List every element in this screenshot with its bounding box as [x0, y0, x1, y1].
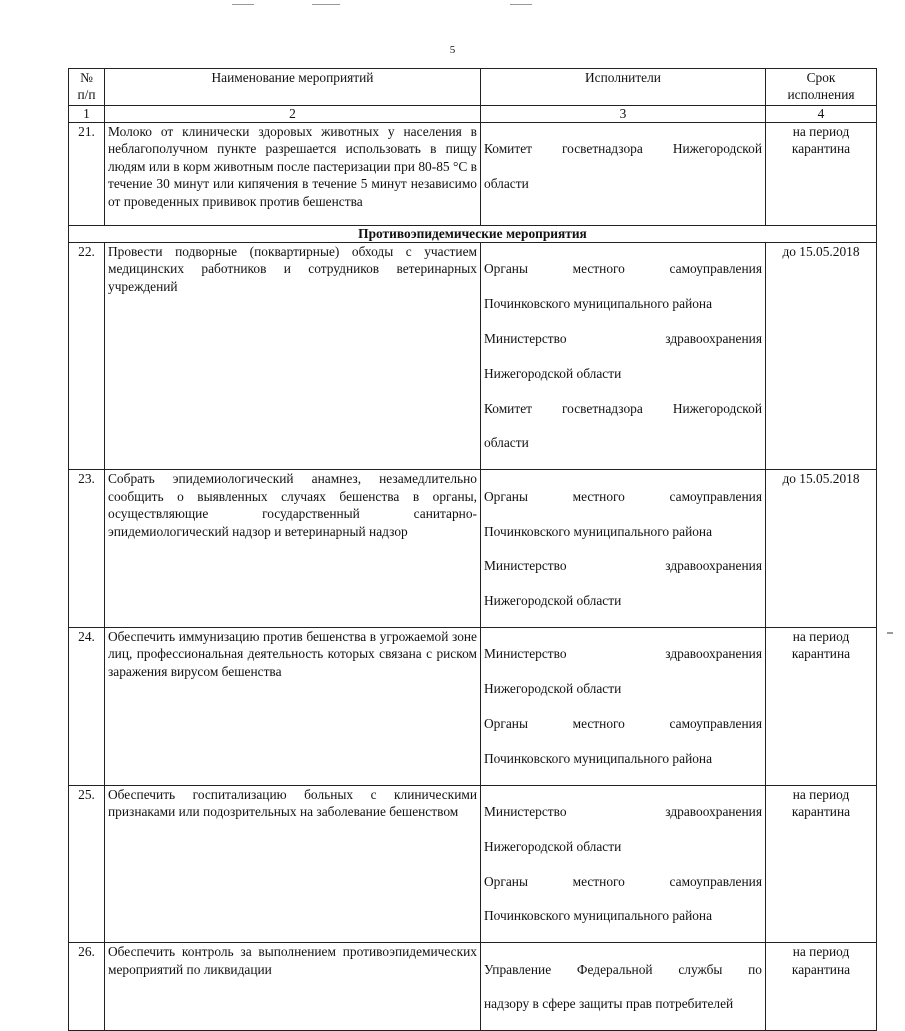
executor-line: Починковского муниципального района: [484, 296, 713, 312]
scan-mark-top-1: [232, 4, 254, 5]
scan-mark-top-3: [510, 4, 532, 5]
header-deadline: Срок исполнения: [766, 69, 877, 106]
row-number: 23.: [69, 470, 105, 628]
executors: [481, 243, 766, 470]
table-row: [69, 785, 877, 943]
header-number: № п/п: [69, 69, 105, 106]
executor-line: Нижегородской области: [484, 365, 622, 381]
table-row: [69, 627, 877, 785]
measure-name: Собрать эпидемиологический анамнез, незамедлительно сообщить о выявленных случаях бешенства в органы, осуществляющие государственный санитарно-эпидемиологический надзор и ветеринарный надзор: [105, 470, 481, 628]
scan-mark-top-2: [312, 4, 340, 5]
deadline: на период карантина: [766, 943, 877, 1031]
executor-line: Органы местного самоуправления: [484, 873, 762, 889]
executors: [481, 627, 766, 785]
executor-line: Комитет госветнадзора Нижегородской: [484, 400, 762, 416]
executor-line: Управление Федеральной службы по: [484, 961, 762, 977]
table-row: [69, 470, 877, 628]
measure-name: Обеспечить госпитализацию больных с клиническими признаками или подозрительных на заболевание бешенством: [105, 785, 481, 943]
executor-line: Комитет госветнадзора Нижегородской: [484, 141, 762, 157]
executors: [481, 470, 766, 628]
row-number: 21.: [69, 123, 105, 226]
column-index: 1: [69, 106, 105, 123]
column-index: 4: [766, 106, 877, 123]
executor-line: Починковского муниципального района: [484, 523, 713, 539]
page-number: 5: [449, 44, 456, 56]
measure-name: Молоко от клинически здоровых животных у населения в неблагополучном пункте разрешается использовать в пищу людям или в корм животным после пастеризации при 80-85 °С в течение 30 минут или кипячения в течение 5 минут независимо от проведенных прививок против бешенства: [105, 123, 481, 226]
header-executors: Исполнители: [481, 69, 766, 106]
executor-line: Министерство здравоохранения: [484, 804, 762, 819]
table-row: [69, 943, 877, 1031]
column-index: 2: [105, 106, 481, 123]
deadline: до 15.05.2018: [766, 243, 877, 470]
measure-name: Обеспечить иммунизацию против бешенства в угрожаемой зоне лиц, профессиональная деятельность которых связана с риском заражения вирусом бешенства: [105, 627, 481, 785]
executor-line: области: [484, 176, 529, 192]
deadline: на период карантина: [766, 123, 877, 226]
header-row: [69, 69, 877, 106]
measure-name: Провести подворные (поквартирные) обходы с участием медицинских работников и сотрудников ветеринарных учреждений: [105, 243, 481, 470]
executors: [481, 123, 766, 226]
executor-line: надзору в сфере защиты прав потребителей: [484, 996, 734, 1012]
section-title: Противоэпидемические мероприятия: [69, 226, 877, 243]
deadline: на период карантина: [766, 785, 877, 943]
executor-line: Починковского муниципального района: [484, 750, 713, 766]
executor-line: Органы местного самоуправления: [484, 261, 762, 277]
row-number: 24.: [69, 627, 105, 785]
row-number: 22.: [69, 243, 105, 470]
executor-line: Министерство здравоохранения: [484, 331, 762, 347]
executors: [481, 943, 766, 1031]
executor-line: Министерство здравоохранения: [484, 646, 762, 662]
deadline: до 15.05.2018: [766, 470, 877, 628]
executor-line: Органы местного самоуправления: [484, 488, 762, 504]
row-number: 25.: [69, 785, 105, 943]
column-index-row: [69, 106, 877, 123]
header-name: Наименование мероприятий: [105, 69, 481, 106]
executor-line: Нижегородской области: [484, 681, 622, 697]
table-row: [69, 123, 877, 226]
executor-line: области: [484, 435, 529, 451]
executor-line: Починковского муниципального района: [484, 908, 713, 924]
scan-mark-corner: [887, 632, 893, 634]
table-row: [69, 243, 877, 470]
section-row: [69, 226, 877, 243]
executor-line: Нижегородской области: [484, 838, 622, 854]
executor-line: Органы местного самоуправления: [484, 715, 762, 731]
column-index: 3: [481, 106, 766, 123]
measures-table: [68, 68, 877, 1031]
executors: [481, 785, 766, 943]
executor-line: Нижегородской области: [484, 593, 622, 609]
executor-line: Министерство здравоохранения: [484, 558, 762, 574]
deadline: на период карантина: [766, 627, 877, 785]
row-number: 26.: [69, 943, 105, 1031]
measure-name: Обеспечить контроль за выполнением противоэпидемических мероприятий по ликвидации: [105, 943, 481, 1031]
